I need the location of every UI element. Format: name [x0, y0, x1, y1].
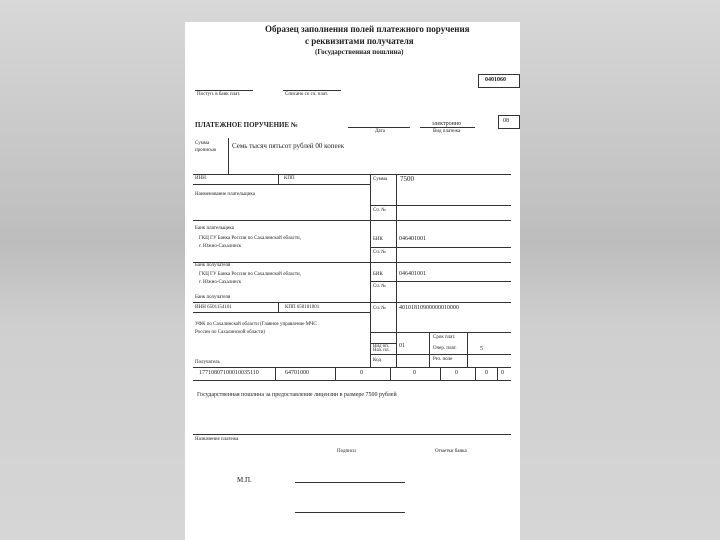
kbk-divider-4	[440, 367, 441, 380]
payer-kpp: КПП	[284, 176, 295, 181]
stamp-label: М.П.	[237, 476, 252, 484]
kbk-code: 17710807100010035110	[199, 370, 259, 376]
payee-name-line-2: России по Сахалинской области)	[195, 330, 266, 335]
payee-kpp: КПП 650101001	[285, 305, 320, 310]
reserve-label: Рез. поле	[433, 357, 453, 362]
op-grid-top	[370, 332, 511, 333]
payer-bik: 046401001	[399, 236, 426, 242]
signature-line-2	[295, 512, 405, 513]
kbk-divider-2	[335, 367, 336, 380]
op-grid-divider-2	[467, 332, 468, 367]
amount-words: Семь тысяч пятьсот рублей 00 копеек	[232, 142, 345, 150]
title-line-2: с реквизитами получателя	[305, 36, 414, 46]
purpose-code-label: Наз. пл.	[373, 348, 390, 353]
payer-bank-city: г. Южно-Сахалинск	[199, 244, 242, 249]
op-row-line-1	[370, 343, 396, 344]
inn-kpp-bottom	[193, 184, 370, 185]
kbk-field-3: 0	[360, 370, 363, 376]
payee-inn: ИНН 6501154161	[195, 305, 232, 310]
status-box	[498, 115, 520, 129]
purpose-label: Назначение платежа	[195, 437, 239, 442]
amount-words-divider	[228, 138, 229, 174]
payer-block-bottom	[193, 220, 511, 221]
kbk-row-top	[193, 367, 511, 368]
payee-bank-bottom	[193, 302, 511, 303]
debited-label: Списано со сч. плат.	[285, 92, 329, 97]
payee-bank-footer-label: Банк получателя	[195, 295, 231, 300]
term-label: Срок плат.	[433, 335, 456, 340]
payment-form-page	[185, 22, 520, 540]
op-type-label: Вид оп.	[373, 344, 390, 349]
payee-account-label: Сч. №	[373, 306, 387, 311]
signature-line-1	[295, 482, 405, 483]
kbk-divider-5	[475, 367, 476, 380]
kbk-field-5: 0	[455, 370, 458, 376]
payer-name-label: Наименование плательщика	[195, 192, 255, 197]
kbk-divider-6	[497, 367, 498, 380]
payment-type-label: Вид платежа	[433, 129, 461, 134]
kbk-field-4: 0	[413, 370, 416, 376]
payee-account: 40101810900000010000	[399, 305, 459, 311]
payer-account-top	[370, 205, 511, 206]
payee-bank-name: ГКЦ ГУ Банка России по Сахалинской области,	[199, 272, 301, 277]
purpose-bottom	[193, 434, 511, 435]
payer-bank-bottom	[193, 262, 511, 263]
op-type-value: 01	[399, 343, 405, 349]
kbk-field-6: 0	[485, 370, 488, 376]
date-line	[348, 127, 410, 128]
payee-corr-label: Сч. №	[373, 284, 387, 289]
payee-bik: 046401001	[399, 271, 426, 277]
payee-bik-label: БИК	[373, 272, 383, 277]
right-column-left-border	[370, 174, 371, 367]
received-line	[195, 90, 253, 91]
kbk-row-bottom	[193, 380, 511, 381]
payer-amount: 7500	[400, 175, 414, 183]
payee-name-line-1: УФК по Сахалинской области (Главное управление МЧС	[195, 322, 317, 327]
code-label: Код	[373, 358, 381, 363]
title-line-3: (Государственная пошлина)	[315, 48, 404, 56]
signatures-label: Подписи	[337, 449, 356, 454]
right-column-divider	[396, 174, 397, 367]
payer-inn: ИНН	[195, 176, 206, 181]
op-grid-divider-1	[429, 332, 430, 367]
payer-corr-label: Сч. №	[373, 250, 387, 255]
payment-type-line	[420, 127, 475, 128]
date-label: Дата	[375, 129, 385, 134]
payment-type: электронно	[432, 121, 462, 127]
op-row-line-2	[370, 354, 511, 355]
debited-line	[283, 90, 341, 91]
payer-bank-label: Банк плательщика	[195, 226, 234, 231]
payee-bank-city: г. Южно-Сахалинск	[199, 280, 242, 285]
payer-bik-bottom	[370, 247, 511, 248]
payer-amount-label: Сумма	[373, 177, 388, 182]
payee-label: Получатель	[195, 360, 220, 365]
received-label: Поступ. в банк плат.	[197, 92, 241, 97]
status-value: 08	[503, 118, 509, 124]
order-title: ПЛАТЕЖНОЕ ПОРУЧЕНИЕ №	[195, 121, 298, 129]
order-label: Очер. плат.	[433, 346, 457, 351]
payee-bik-bottom	[370, 281, 511, 282]
kbk-divider-3	[390, 367, 391, 380]
payer-account-label: Сч. №	[373, 208, 387, 213]
payer-bik-label: БИК	[373, 237, 383, 242]
inn-kpp-divider	[278, 174, 279, 184]
title-line-1: Образец заполнения полей платежного поручения	[265, 24, 470, 34]
payee-inn-kpp-bottom	[193, 312, 370, 313]
oktmo-code: 64701000	[285, 370, 309, 376]
payee-inn-kpp-divider	[278, 302, 279, 312]
payer-bank-name: ГКЦ ГУ Банка России по Сахалинской области,	[199, 236, 301, 241]
kbk-field-7: 0	[501, 370, 504, 376]
payment-purpose: Государственная пошлина за предоставление лицензии в размере 7500 рублей	[197, 392, 397, 398]
amount-words-label: Сумма прописью	[195, 141, 217, 153]
form-code: 0401060	[485, 77, 506, 83]
kbk-divider-1	[275, 367, 276, 380]
amount-words-bottom	[193, 174, 511, 175]
payee-bank-label: Банк получателя	[195, 263, 231, 268]
order-value: 5	[480, 346, 483, 352]
bank-marks-label: Отметки банка	[435, 449, 467, 454]
